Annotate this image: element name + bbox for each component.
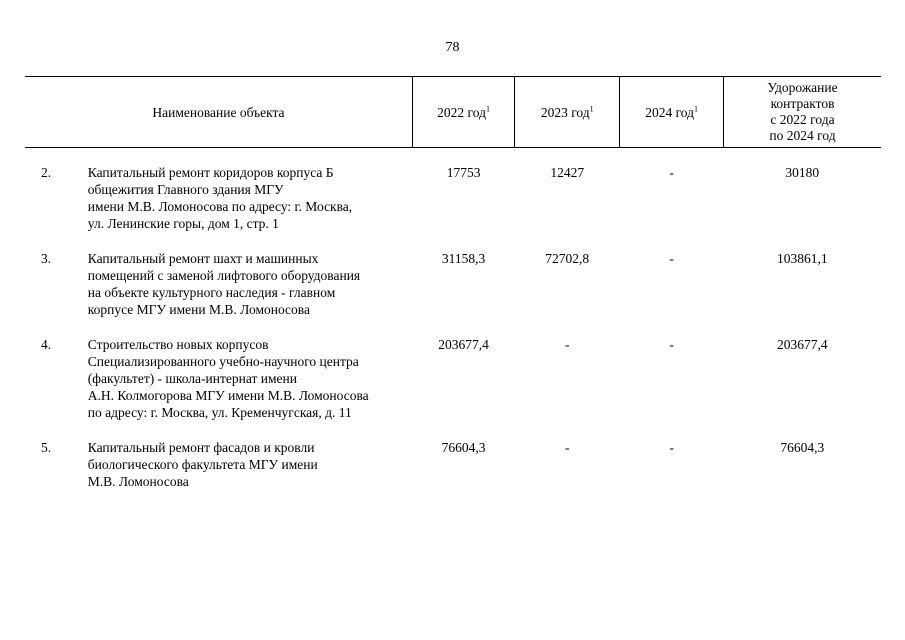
value-2024: - xyxy=(669,165,674,180)
object-name-line: ул. Ленинские горы, дом 1, стр. 1 xyxy=(87,216,279,231)
header-year-2022 xyxy=(412,77,514,148)
table-row xyxy=(25,439,881,490)
value-2024: - xyxy=(669,251,674,266)
value-total: 76604,3 xyxy=(780,440,825,455)
row-number: 3. xyxy=(41,251,52,266)
header-total-line: Удорожание xyxy=(767,80,838,95)
value-2024: - xyxy=(669,337,674,352)
footnote-mark: 1 xyxy=(485,104,490,113)
value-2022: 203677,4 xyxy=(438,337,489,352)
object-name-line: (факультет) - школа-интернат имени xyxy=(87,371,297,386)
object-name-line: имени М.В. Ломоносова по адресу: г. Москва, xyxy=(87,199,353,214)
footnote-mark: 1 xyxy=(589,104,594,113)
header-total-line: контрактов xyxy=(770,96,835,111)
value-2023: 12427 xyxy=(550,165,585,180)
object-name-line: Капитальный ремонт шахт и машинных xyxy=(87,251,319,266)
header-total-line: по 2024 год xyxy=(769,128,836,143)
table-row xyxy=(25,336,881,439)
value-2023: - xyxy=(564,337,570,352)
object-name-line: помещений с заменой лифтового оборудования xyxy=(87,268,361,283)
object-name-line: по адресу: г. Москва, ул. Кременчугская, д. 11 xyxy=(87,405,352,420)
value-2023: - xyxy=(564,440,570,455)
value-2022: 76604,3 xyxy=(441,440,486,455)
table-header-row xyxy=(25,77,881,148)
object-name-line: М.В. Ломоносова xyxy=(87,474,189,489)
spacer-row xyxy=(25,148,881,165)
header-total-line: с 2022 года xyxy=(770,112,835,127)
header-year-2023 xyxy=(515,77,620,148)
object-name xyxy=(88,336,413,439)
object-name-line: на объекте культурного наследия - главном xyxy=(87,285,336,300)
page-number: 78 xyxy=(445,40,460,55)
object-name-line: Капитальный ремонт фасадов и кровли xyxy=(87,440,315,455)
value-total: 103861,1 xyxy=(776,251,828,266)
object-name xyxy=(88,439,413,490)
row-number: 5. xyxy=(41,440,52,455)
value-2023: 72702,8 xyxy=(545,251,590,266)
row-number: 4. xyxy=(41,337,52,352)
object-name-line: корпусе МГУ имени М.В. Ломоносова xyxy=(87,302,310,317)
object-name-line: Строительство новых корпусов xyxy=(87,337,269,352)
object-name-line: А.Н. Колмогорова МГУ имени М.В. Ломоносова xyxy=(87,388,369,403)
table-row xyxy=(25,164,881,250)
header-year-2022-label: 2022 год xyxy=(437,104,486,120)
value-2022: 31158,3 xyxy=(441,251,486,266)
object-name-line: Капитальный ремонт коридоров корпуса Б xyxy=(87,165,334,180)
value-total: 30180 xyxy=(785,165,820,180)
object-name xyxy=(88,250,413,336)
header-total-increase xyxy=(724,77,881,148)
value-2022: 17753 xyxy=(446,165,481,180)
header-year-2024 xyxy=(620,77,724,148)
header-year-2023-label: 2023 год xyxy=(540,104,590,120)
row-number: 2. xyxy=(41,165,52,180)
footnote-mark: 1 xyxy=(694,104,699,113)
value-total: 203677,4 xyxy=(776,337,828,352)
header-year-2024-label: 2024 год xyxy=(645,104,695,120)
cost-table xyxy=(25,76,881,490)
object-name-line: Специализированного учебно-научного центра xyxy=(87,354,359,369)
header-object-name: Наименование объекта xyxy=(25,77,412,148)
object-name-line: общежития Главного здания МГУ xyxy=(87,182,284,197)
value-2024: - xyxy=(669,440,674,455)
object-name-line: биологического факультета МГУ имени xyxy=(87,457,318,472)
object-name xyxy=(88,164,413,250)
table-row xyxy=(25,250,881,336)
